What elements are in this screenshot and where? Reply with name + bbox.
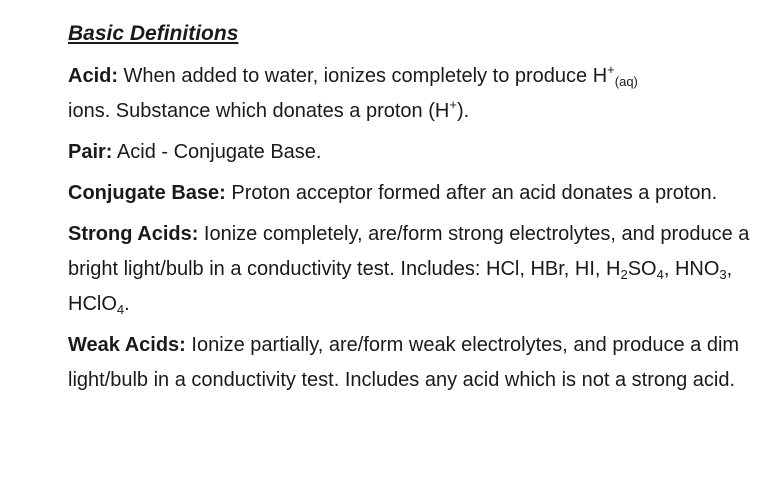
- definition-strong-acids: [68, 217, 768, 322]
- formula-text: , HNO: [663, 258, 720, 280]
- document-body: [68, 18, 768, 404]
- formula-text: , HClO: [68, 258, 733, 315]
- formula-subscript: 4: [656, 267, 664, 282]
- definition-conjugate-base: [68, 176, 768, 211]
- conjugate-base-text: Proton acceptor formed after an acid donates a proton.: [225, 182, 718, 204]
- strong-acids-text: Ionize completely, are/form strong electrolytes, and produce a bright light/bulb in a conductivity test. Includes: HCl, HBr, HI, H: [68, 223, 750, 280]
- page-title: Basic Definitions: [68, 22, 239, 45]
- definition-weak-acids: [68, 328, 768, 398]
- acid-text-b: ions. Substance which donates a proton (H: [68, 100, 450, 122]
- formula-text: .: [124, 293, 130, 315]
- weak-acids-text: Ionize partially, are/form weak electrolytes, and produce a dim light/bulb in a conductivity test. Includes any acid which is not a strong acid.: [68, 334, 740, 391]
- definition-acid: [68, 59, 768, 129]
- pair-text: Acid - Conjugate Base.: [112, 141, 322, 163]
- acid-superscript: +: [607, 62, 615, 77]
- term-weak-acids: Weak Acids:: [68, 334, 186, 356]
- term-acid: Acid:: [68, 65, 118, 87]
- acid-text-a: When added to water, ionizes completely to produce H: [118, 65, 608, 87]
- formula-text: SO: [627, 258, 657, 280]
- term-strong-acids: Strong Acids:: [68, 223, 199, 245]
- term-conjugate-base: Conjugate Base:: [68, 182, 226, 204]
- acid-text-c: ).: [456, 100, 470, 122]
- definition-pair: [68, 135, 768, 170]
- acid-subscript: (aq): [614, 74, 638, 89]
- acid-superscript-2: +: [449, 97, 457, 112]
- formula-subscript: 4: [116, 302, 125, 317]
- term-pair: Pair:: [68, 141, 113, 163]
- formula-subscript: 2: [620, 267, 628, 282]
- formula-subscript: 3: [719, 267, 727, 282]
